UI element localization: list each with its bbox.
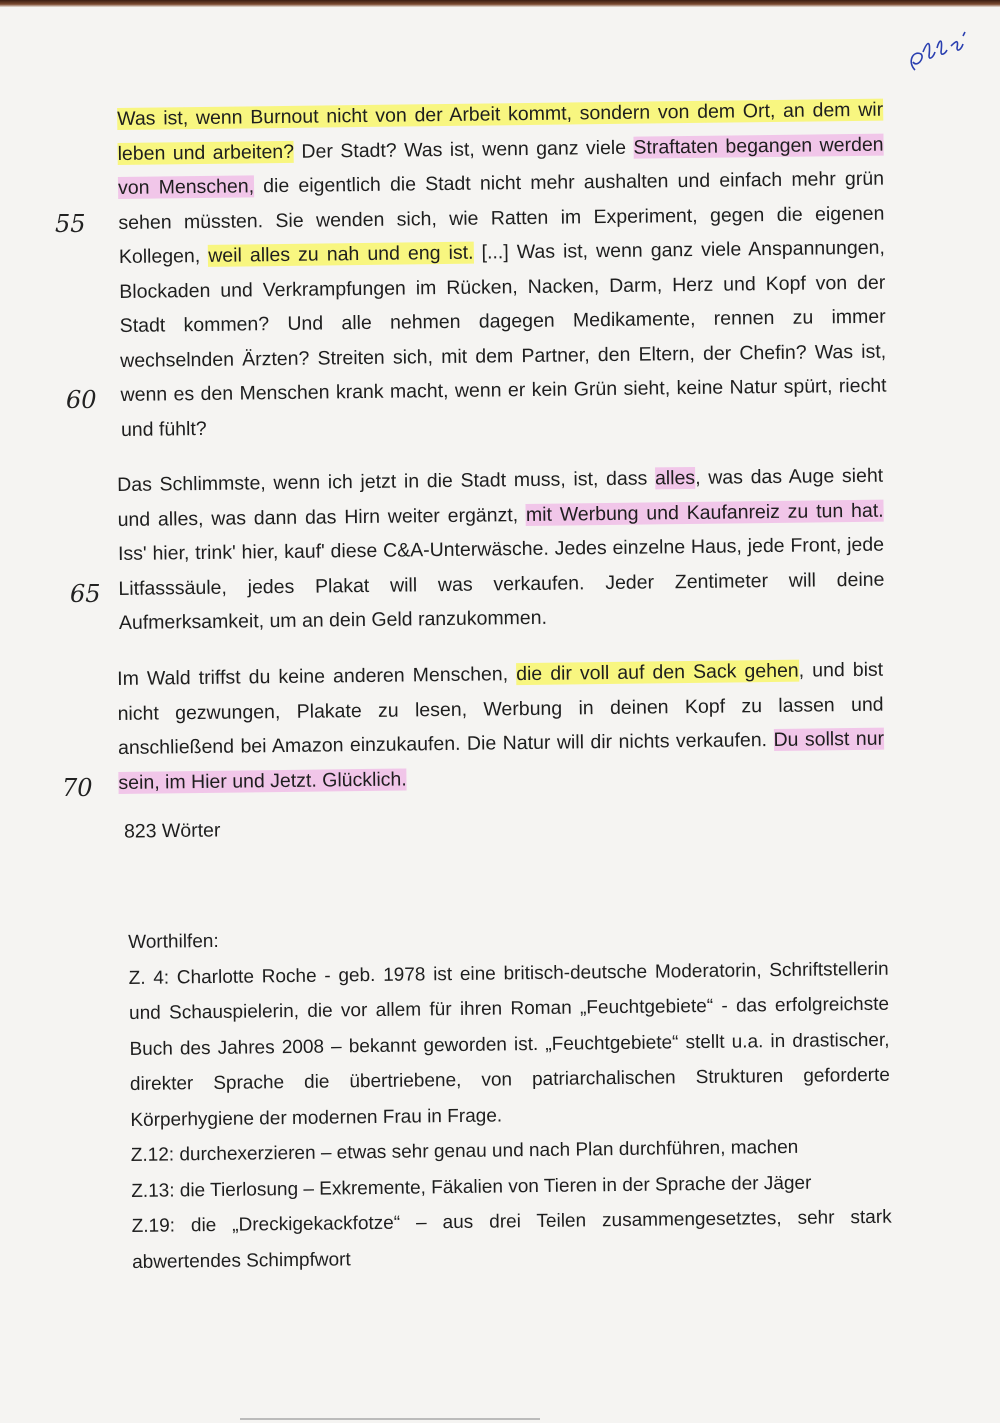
paragraph-text: , und bist nicht gezwungen, Plakate zu lesen, Werbung in deinen Kopf zu lassen und anschließend bei Amazon einzukaufen. Die Natur will dir nichts verkaufen.	[117, 658, 884, 759]
worthilfen-section	[128, 916, 892, 1280]
paragraph-text: Der Stadt? Was ist, wenn ganz viele	[293, 136, 634, 163]
paragraph-text: die eigentlich die Stadt nicht mehr aushalten und einfach mehr grün sehen müssten. Sie wenden sich, wie Ratten im Experiment, gegen die eigenen Kollegen,	[118, 167, 885, 268]
line-number-55: 55	[55, 210, 86, 238]
handwritten-scribble-icon	[905, 22, 975, 82]
line-number-65: 65	[70, 580, 101, 608]
paragraph-text: Iss' hier, trink' hier, kauf' diese C&A-Unterwäsche. Jedes einzelne Haus, jede Front, jede Litfasssäule, jedes Plakat will was verkaufen. Jeder Zentimeter will deine Aufmerksamkeit, um an dein Geld ranzukommen.	[117, 533, 885, 634]
highlight-yellow: die dir voll auf den Sack gehen	[516, 659, 799, 686]
worthilfen-item: Z.19: die „Dreckigekackfotze“ – aus drei Teilen zusammengesetztes, sehr stark abwertendes Schimpfwort	[131, 1206, 892, 1273]
paragraph-text: [...] Was ist, wenn ganz viele Anspannungen, Blockaden und Verkrampfungen im Rücken, Nacken, Darm, Herz und Kopf von der Stadt kommen? Und alle nehmen dagegen Medikamente, rennen zu immer wechselnden Ärzten? Streiten sich, mit dem Partner, den Eltern, der Chefin? Was ist, wenn es den Menschen krank macht, wenn er kein Grün sieht, keine Natur spürt, riecht und fühlt?	[119, 236, 887, 441]
page-bottom-mark	[240, 1418, 540, 1420]
highlight-pink: mit Werbung und Kaufanreiz zu tun hat.	[525, 499, 884, 526]
paragraph-2	[117, 459, 885, 641]
paragraph-text: Das Schlimmste, wenn ich jetzt in die Stadt muss, ist, dass	[117, 467, 656, 496]
word-count: 823 Wörter	[123, 819, 221, 843]
highlight-pink: Straftaten begangen werden von Menschen,	[117, 133, 884, 199]
page-top-edge	[0, 0, 1000, 7]
highlight-yellow: Was ist, wenn Burnout nicht von der Arbeit kommt, sondern von dem Ort, an dem wir leben und arbeiten?	[117, 98, 884, 165]
line-number-60: 60	[66, 386, 97, 414]
worthilfen-item: Z. 4: Charlotte Roche - geb. 1978 ist eine britisch-deutsche Moderatorin, Schriftstellerin und Schauspielerin, die vor allem für ihren Roman „Feuchtgebiete“ - das erfolgreichste Buch des Jahres 2008 – bekannt geworden ist. „Feuchtgebiete“ stellt u.a. in drastischer, direkter Sprache die übertriebene, von patriarchalischen Strukturen geforderte Körperhygiene der modernen Frau in Frage.	[128, 958, 891, 1131]
highlight-pink: Du sollst nur sein, im Hier und Jetzt. Glücklich.	[118, 727, 885, 794]
paragraph-text: , was das Auge sieht und alles, was dann das Hirn weiter ergänzt,	[117, 464, 884, 531]
highlight-yellow: weil alles zu nah und eng ist.	[208, 241, 474, 267]
worthilfen-heading: Worthilfen:	[128, 930, 219, 953]
worthilfen-item: Z.12: durchexerzieren – etwas sehr genau und nach Plan durchführen, machen	[130, 1136, 799, 1166]
highlight-pink: alles	[654, 466, 696, 490]
paragraph-1	[117, 93, 887, 447]
paragraph-text: Im Wald triffst du keine anderen Menschen,	[117, 663, 517, 690]
line-number-70: 70	[62, 774, 93, 802]
paragraph-3	[117, 653, 885, 800]
worthilfen-item: Z.13: die Tierlosung – Exkremente, Fäkalien von Tieren in der Sprache der Jäger	[131, 1172, 812, 1202]
